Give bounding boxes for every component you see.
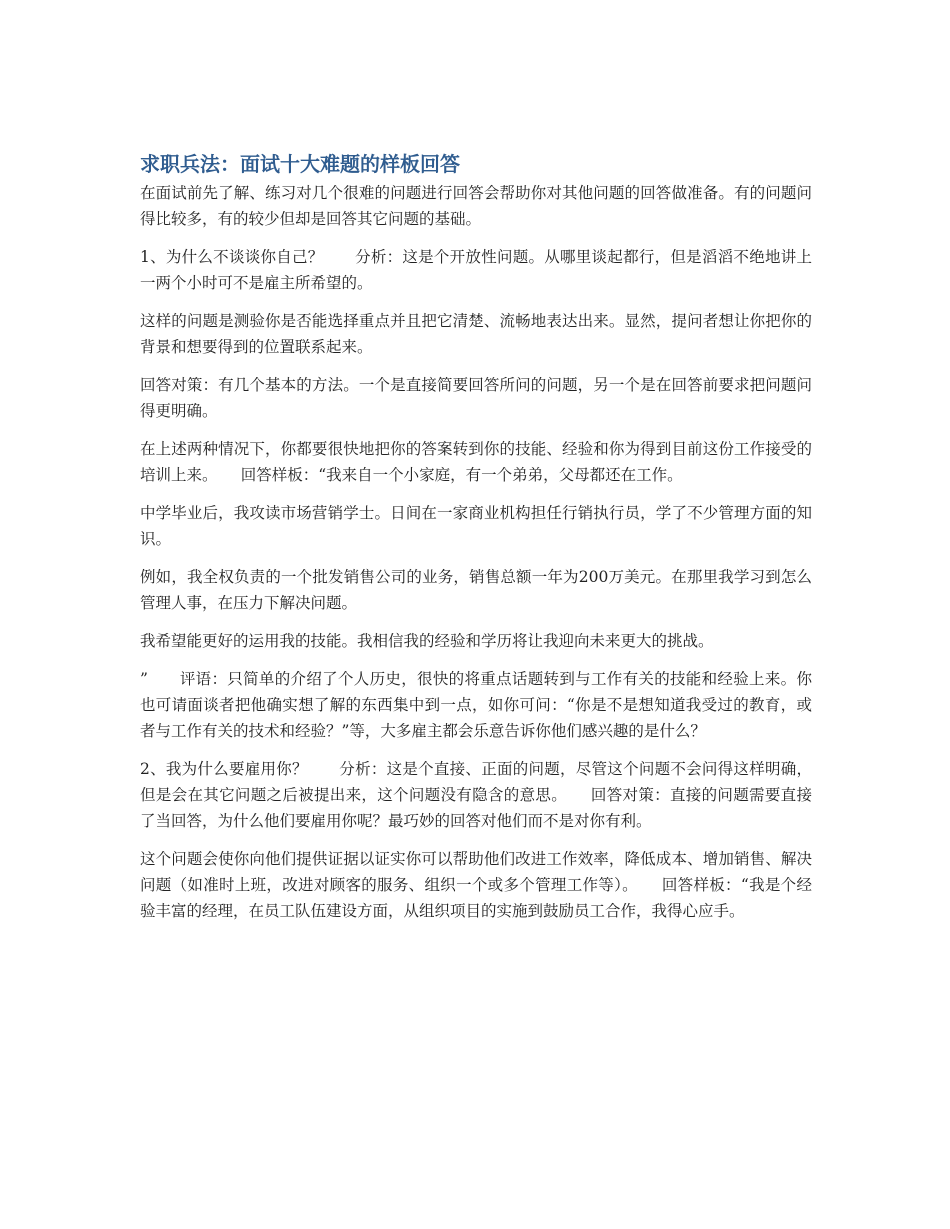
paragraph-q1-sample-education: 中学毕业后，我攻读市场营销学士。日间在一家商业机构担任行销执行员，学了不少管理方面的知识。 bbox=[140, 504, 812, 548]
paragraph-q1-sample-start: 在上述两种情况下，你都要很快地把你的答案转到你的技能、经验和你为得到目前这份工作接受的培训上来。 回答样板：“我来自一个小家庭，有一个弟弟，父母都还在工作。 bbox=[140, 440, 812, 484]
document-title: 求职兵法：面试十大难题的样板回答 bbox=[140, 152, 460, 176]
paragraph-q2-analysis: 2、我为什么要雇用你？ 分析：这是个直接、正面的问题，尽管这个问题不会问得这样明确，但是会在其它问题之后被提出来，这个问题没有隐含的意思。 回答对策：直接的问题需要直接了当回答，为什么他们要雇用你呢？最巧妙的回答对他们而不是对你有利。 bbox=[140, 760, 812, 830]
paragraph-q1-test: 这样的问题是测验你是否能选择重点并且把它清楚、流畅地表达出来。显然，提问者想让你把你的背景和想要得到的位置联系起来。 bbox=[140, 312, 812, 356]
paragraph-q1-sample-hope: 我希望能更好的运用我的技能。我相信我的经验和学历将让我迎向未来更大的挑战。 bbox=[140, 632, 714, 650]
paragraph-q1-comment: ” 评语：只简单的介绍了个人历史，很快的将重点话题转到与工作有关的技能和经验上来。你也可请面谈者把他确实想了解的东西集中到一点，如你可问：“你是不是想知道我受过的教育，或者与工作有关的技术和经验？”等，大多雇主都会乐意告诉你他们感兴趣的是什么？ bbox=[140, 670, 812, 740]
paragraph-q1-sample-example: 例如，我全权负责的一个批发销售公司的业务，销售总额一年为200万美元。在那里我学习到怎么管理人事，在压力下解决问题。 bbox=[140, 568, 812, 612]
paragraph-q1-strategy: 回答对策：有几个基本的方法。一个是直接简要回答所问的问题，另一个是在回答前要求把问题问得更明确。 bbox=[140, 376, 812, 420]
paragraph-intro: 在面试前先了解、练习对几个很难的问题进行回答会帮助你对其他问题的回答做准备。有的问题问得比较多，有的较少但却是回答其它问题的基础。 bbox=[140, 184, 812, 228]
paragraph-q1-analysis: 1、为什么不谈谈你自己？ 分析：这是个开放性问题。从哪里谈起都行，但是滔滔不绝地讲上一两个小时可不是雇主所希望的。 bbox=[140, 248, 812, 292]
paragraph-q2-sample: 这个问题会使你向他们提供证据以证实你可以帮助他们改进工作效率，降低成本、增加销售、解决问题（如准时上班，改进对顾客的服务、组织一个或多个管理工作等）。 回答样板：“我是个经验丰富的经理，在员工队伍建设方面，从组织项目的实施到鼓励员工合作，我得心应手。 bbox=[140, 850, 812, 920]
document-page bbox=[140, 150, 812, 936]
